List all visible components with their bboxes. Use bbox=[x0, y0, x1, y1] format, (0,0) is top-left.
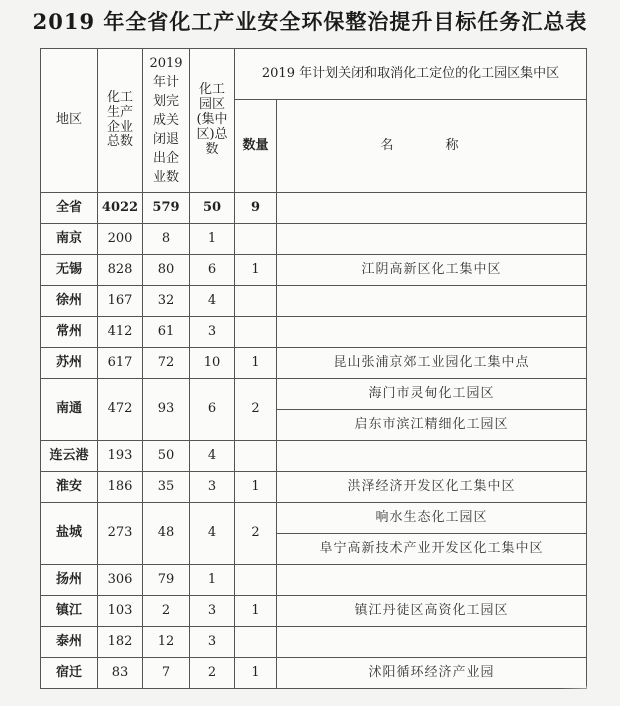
cell-region: 盐城 bbox=[41, 503, 98, 565]
cell-plan: 2 bbox=[143, 596, 190, 627]
cell-region: 无锡 bbox=[41, 255, 98, 286]
cell-zone-name: 沭阳循环经济产业园 bbox=[277, 658, 587, 689]
header-line: 化工 bbox=[198, 82, 225, 98]
header-line: 闭退 bbox=[152, 132, 179, 147]
table-row bbox=[41, 472, 587, 503]
cell-plan: 72 bbox=[143, 348, 190, 379]
cell-plan: 48 bbox=[143, 503, 190, 565]
cell-plan: 61 bbox=[143, 317, 190, 348]
header-line: 划完 bbox=[152, 94, 179, 109]
header-line: (集中 bbox=[196, 112, 228, 128]
cell-zone-name: 阜宁高新技术产业开发区化工集中区 bbox=[277, 534, 587, 565]
cell-region: 全省 bbox=[41, 193, 98, 224]
cell-total: 103 bbox=[98, 596, 143, 627]
header-quantity: 数量 bbox=[235, 100, 277, 193]
header-line: 成关 bbox=[152, 113, 179, 128]
cell-plan: 579 bbox=[143, 193, 190, 224]
cell-total: 617 bbox=[98, 348, 143, 379]
cell-parks: 3 bbox=[190, 596, 235, 627]
cell-region: 徐州 bbox=[41, 286, 98, 317]
table-row bbox=[41, 317, 587, 348]
cell-plan: 32 bbox=[143, 286, 190, 317]
cell-zone-name: 洪泽经济开发区化工集中区 bbox=[277, 472, 587, 503]
cell-qty: 1 bbox=[235, 596, 277, 627]
header-line: 区)总 bbox=[196, 126, 228, 142]
table-row bbox=[41, 627, 587, 658]
header-line: 业数 bbox=[152, 170, 179, 185]
header-name: 名 称 bbox=[277, 100, 587, 193]
cell-total: 193 bbox=[98, 441, 143, 472]
cell-region: 常州 bbox=[41, 317, 98, 348]
header-line: 年计 bbox=[152, 75, 179, 90]
table-row bbox=[41, 224, 587, 255]
header-region: 地区 bbox=[41, 49, 98, 193]
cell-qty bbox=[235, 627, 277, 658]
header-line: 出企 bbox=[152, 151, 179, 166]
cell-qty: 2 bbox=[235, 379, 277, 441]
cell-plan: 12 bbox=[143, 627, 190, 658]
cell-total: 4022 bbox=[98, 193, 143, 224]
cell-qty: 1 bbox=[235, 472, 277, 503]
table-row bbox=[41, 503, 587, 534]
cell-parks: 1 bbox=[190, 565, 235, 596]
table-row bbox=[41, 379, 587, 410]
cell-total: 83 bbox=[98, 658, 143, 689]
cell-region: 南京 bbox=[41, 224, 98, 255]
cell-parks: 6 bbox=[190, 255, 235, 286]
cell-plan: 7 bbox=[143, 658, 190, 689]
cell-total: 167 bbox=[98, 286, 143, 317]
table-body bbox=[41, 193, 587, 689]
cell-zone-name: 江阴高新区化工集中区 bbox=[277, 255, 587, 286]
cell-plan: 93 bbox=[143, 379, 190, 441]
cell-qty: 9 bbox=[235, 193, 277, 224]
cell-zone-name bbox=[277, 286, 587, 317]
cell-zone-name bbox=[277, 317, 587, 348]
watermark-fade bbox=[560, 686, 620, 706]
cell-region: 宿迁 bbox=[41, 658, 98, 689]
header-line: 2019 bbox=[149, 56, 183, 71]
cell-parks: 2 bbox=[190, 658, 235, 689]
cell-zone-name bbox=[277, 627, 587, 658]
cell-parks: 4 bbox=[190, 503, 235, 565]
cell-zone-name: 海门市灵甸化工园区 bbox=[277, 379, 587, 410]
cell-region: 镇江 bbox=[41, 596, 98, 627]
cell-zone-name: 响水生态化工园区 bbox=[277, 503, 587, 534]
cell-total: 186 bbox=[98, 472, 143, 503]
cell-qty: 1 bbox=[235, 255, 277, 286]
cell-parks: 10 bbox=[190, 348, 235, 379]
cell-parks: 50 bbox=[190, 193, 235, 224]
cell-zone-name: 昆山张浦京郊工业园化工集中点 bbox=[277, 348, 587, 379]
cell-plan: 8 bbox=[143, 224, 190, 255]
header-planned-closures bbox=[143, 49, 190, 193]
cell-zone-name: 启东市滨江精细化工园区 bbox=[277, 410, 587, 441]
cell-plan: 80 bbox=[143, 255, 190, 286]
cell-parks: 4 bbox=[190, 286, 235, 317]
header-line: 化工 bbox=[106, 89, 133, 105]
cell-plan: 79 bbox=[143, 565, 190, 596]
table-row bbox=[41, 255, 587, 286]
cell-parks: 3 bbox=[190, 472, 235, 503]
table-row bbox=[41, 441, 587, 472]
header-closure-group: 2019 年计划关闭和取消化工定位的化工园区集中区 bbox=[235, 49, 587, 100]
cell-region: 泰州 bbox=[41, 627, 98, 658]
table-row bbox=[41, 348, 587, 379]
cell-zone-name bbox=[277, 224, 587, 255]
cell-plan: 50 bbox=[143, 441, 190, 472]
cell-total: 412 bbox=[98, 317, 143, 348]
cell-qty: 2 bbox=[235, 503, 277, 565]
table-row bbox=[41, 193, 587, 224]
cell-zone-name bbox=[277, 565, 587, 596]
cell-qty: 1 bbox=[235, 658, 277, 689]
cell-region: 扬州 bbox=[41, 565, 98, 596]
header-total-enterprises bbox=[98, 49, 143, 193]
cell-qty bbox=[235, 286, 277, 317]
cell-qty bbox=[235, 317, 277, 348]
cell-total: 306 bbox=[98, 565, 143, 596]
cell-total: 273 bbox=[98, 503, 143, 565]
cell-region: 南通 bbox=[41, 379, 98, 441]
cell-region: 连云港 bbox=[41, 441, 98, 472]
cell-plan: 35 bbox=[143, 472, 190, 503]
cell-parks: 3 bbox=[190, 627, 235, 658]
cell-qty bbox=[235, 565, 277, 596]
header-line: 数 bbox=[205, 141, 219, 157]
table-row bbox=[41, 596, 587, 627]
cell-zone-name bbox=[277, 441, 587, 472]
table-row bbox=[41, 658, 587, 689]
table-row bbox=[41, 565, 587, 596]
cell-total: 200 bbox=[98, 224, 143, 255]
cell-qty bbox=[235, 441, 277, 472]
header-line: 总数 bbox=[106, 134, 133, 150]
header-park-count bbox=[190, 49, 235, 193]
cell-zone-name bbox=[277, 193, 587, 224]
cell-total: 828 bbox=[98, 255, 143, 286]
header-line: 企业 bbox=[106, 119, 133, 135]
cell-total: 182 bbox=[98, 627, 143, 658]
cell-parks: 1 bbox=[190, 224, 235, 255]
header-line: 园区 bbox=[198, 97, 225, 113]
cell-region: 苏州 bbox=[41, 348, 98, 379]
cell-zone-name: 镇江丹徒区高资化工园区 bbox=[277, 596, 587, 627]
summary-table bbox=[40, 48, 587, 689]
table-row bbox=[41, 286, 587, 317]
cell-parks: 6 bbox=[190, 379, 235, 441]
header-line: 生产 bbox=[106, 104, 133, 120]
cell-total: 472 bbox=[98, 379, 143, 441]
cell-qty: 1 bbox=[235, 348, 277, 379]
cell-qty bbox=[235, 224, 277, 255]
page-title: 2019 年全省化工产业安全环保整治提升目标任务汇总表 bbox=[32, 9, 588, 34]
cell-parks: 3 bbox=[190, 317, 235, 348]
cell-parks: 4 bbox=[190, 441, 235, 472]
cell-region: 淮安 bbox=[41, 472, 98, 503]
